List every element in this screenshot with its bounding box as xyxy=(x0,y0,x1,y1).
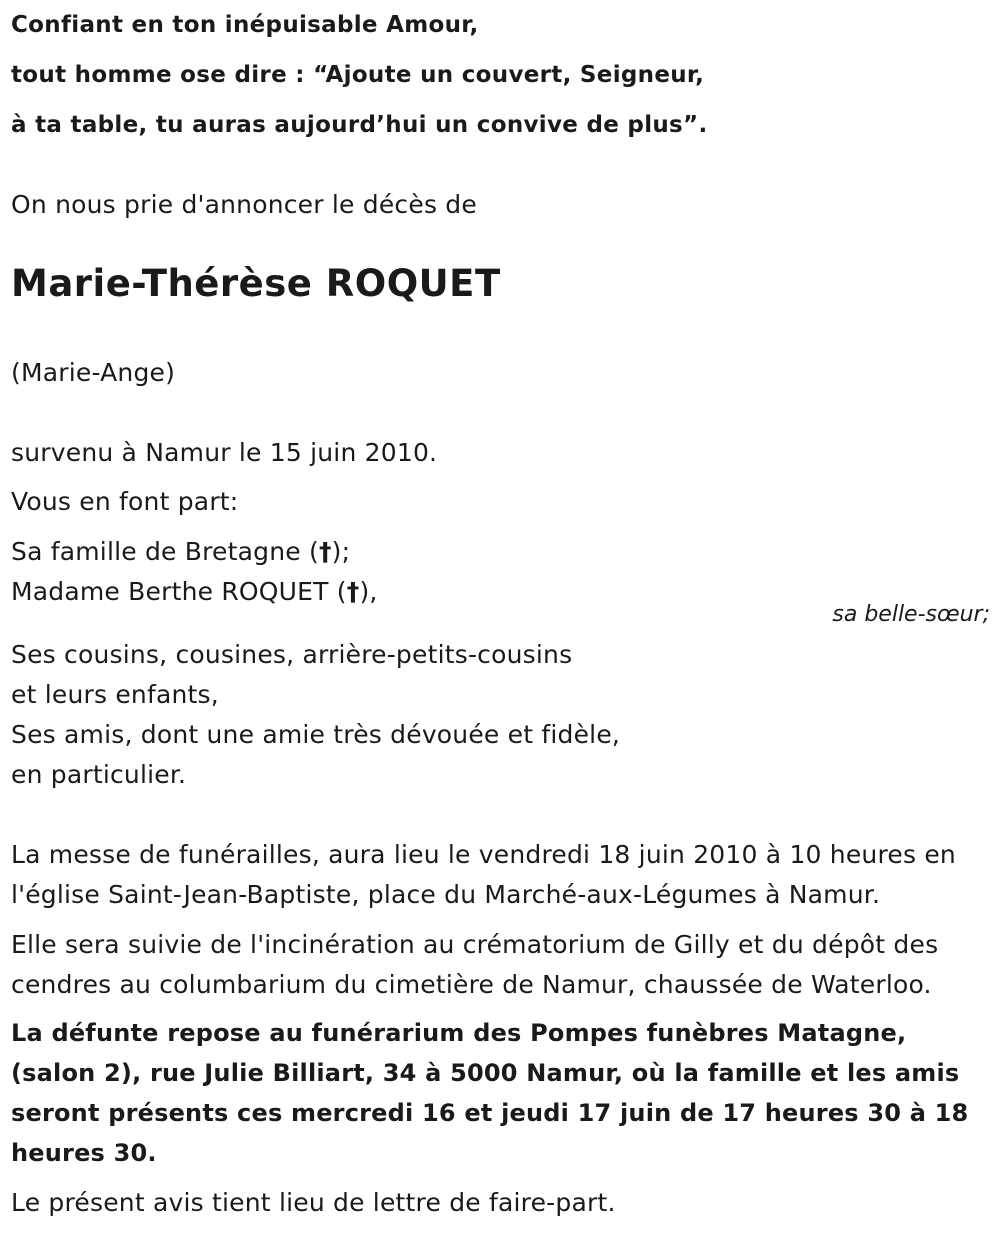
intro-text: On nous prie d'annoncer le décès de xyxy=(11,190,477,219)
family-row-bretagne xyxy=(11,537,350,567)
cremation-line-1: Elle sera suivie de l'incinération au crématorium de Gilly et du dépôt des xyxy=(11,930,939,959)
others-line-4: en particulier. xyxy=(11,760,187,789)
family-row-berthe xyxy=(11,577,378,607)
cross-icon: † xyxy=(346,577,360,606)
family-role-belle-soeur: sa belle-sœur; xyxy=(832,602,990,627)
deceased-nickname: (Marie-Ange) xyxy=(11,358,176,387)
quote-line-1: Confiant en ton inépuisable Amour, xyxy=(11,12,479,38)
notified-by: Vous en font part: xyxy=(11,487,239,516)
viewing-line-2: (salon 2), rue Julie Billiart, 34 à 5000 Namur, où la famille et les amis xyxy=(11,1059,960,1087)
funeral-line-1: La messe de funérailles, aura lieu le vendredi 18 juin 2010 à 10 heures en xyxy=(11,840,956,869)
family-row-berthe-text: Madame Berthe ROQUET ( xyxy=(11,577,347,606)
closing-text: Le présent avis tient lieu de lettre de faire-part. xyxy=(11,1188,616,1217)
family-row-bretagne-tail: ); xyxy=(331,537,351,566)
family-row-bretagne-text: Sa famille de Bretagne ( xyxy=(11,537,319,566)
family-row-berthe-tail: ), xyxy=(359,577,378,606)
quote-line-3: à ta table, tu auras aujourd’hui un convive de plus”. xyxy=(11,112,708,138)
cross-icon: † xyxy=(318,537,332,566)
funeral-line-2: l'église Saint-Jean-Baptiste, place du Marché-aux-Légumes à Namur. xyxy=(11,880,881,909)
others-line-1: Ses cousins, cousines, arrière-petits-cousins xyxy=(11,640,573,669)
others-line-2: et leurs enfants, xyxy=(11,680,219,709)
quote-line-2: tout homme ose dire : “Ajoute un couvert, Seigneur, xyxy=(11,62,705,88)
viewing-line-4: heures 30. xyxy=(11,1139,157,1167)
viewing-line-3: seront présents ces mercredi 16 et jeudi 17 juin de 17 heures 30 à 18 xyxy=(11,1099,969,1127)
viewing-line-1: La défunte repose au funérarium des Pompes funèbres Matagne, xyxy=(11,1019,907,1047)
others-line-3: Ses amis, dont une amie très dévouée et fidèle, xyxy=(11,720,621,749)
deceased-name: Marie-Thérèse ROQUET xyxy=(11,262,501,305)
cremation-line-2: cendres au columbarium du cimetière de Namur, chaussée de Waterloo. xyxy=(11,970,932,999)
death-info: survenu à Namur le 15 juin 2010. xyxy=(11,438,438,467)
